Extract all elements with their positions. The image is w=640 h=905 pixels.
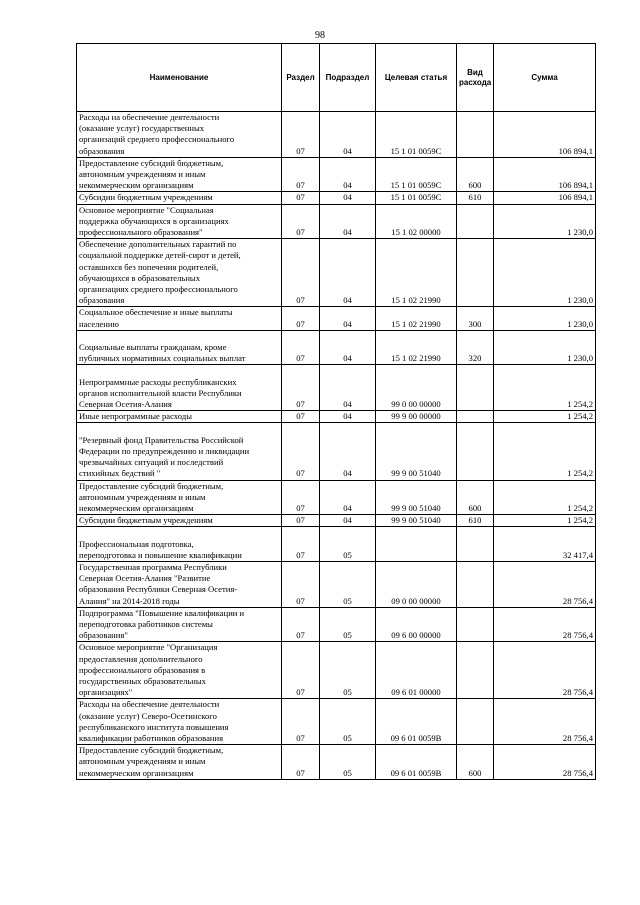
cell-target: 15 1 02 00000 (376, 204, 457, 239)
cell-vid (457, 642, 494, 699)
cell-sum: 1 254,2 (494, 411, 596, 423)
cell-razdel: 07 (282, 307, 320, 330)
cell-vid (457, 365, 494, 411)
table-row (77, 365, 596, 411)
cell-vid (457, 411, 494, 423)
cell-podrazdel: 04 (320, 480, 376, 515)
cell-razdel: 07 (282, 480, 320, 515)
cell-name: "Резервный фонд Правительства Российской Федерации по предупреждению и ликвидации чрезвычайных ситуаций и последствий стихийных бедствий " (77, 423, 282, 480)
cell-razdel: 07 (282, 112, 320, 158)
cell-sum: 28 756,4 (494, 561, 596, 607)
table-row (77, 423, 596, 480)
cell-razdel: 07 (282, 157, 320, 192)
cell-podrazdel: 04 (320, 112, 376, 158)
cell-name: Субсидии бюджетным учреждениям (77, 515, 282, 527)
cell-sum: 1 230,0 (494, 204, 596, 239)
cell-target (376, 527, 457, 562)
cell-podrazdel: 05 (320, 607, 376, 642)
cell-sum: 28 756,4 (494, 745, 596, 780)
cell-vid (457, 239, 494, 307)
header-name: Наименование (77, 44, 282, 112)
table-row (77, 411, 596, 423)
cell-razdel: 07 (282, 527, 320, 562)
cell-vid (457, 607, 494, 642)
table-row (77, 204, 596, 239)
cell-target: 15 1 02 21990 (376, 330, 457, 365)
cell-razdel: 07 (282, 515, 320, 527)
table-row (77, 642, 596, 699)
cell-razdel: 07 (282, 192, 320, 204)
cell-podrazdel: 05 (320, 642, 376, 699)
table-row (77, 157, 596, 192)
header-sum: Сумма (494, 44, 596, 112)
cell-target: 09 6 01 0059В (376, 699, 457, 745)
cell-podrazdel: 04 (320, 365, 376, 411)
cell-name: Субсидии бюджетным учреждениям (77, 192, 282, 204)
header-podrazdel: Подраздел (320, 44, 376, 112)
table-row (77, 607, 596, 642)
cell-sum: 32 417,4 (494, 527, 596, 562)
cell-podrazdel: 05 (320, 561, 376, 607)
cell-vid: 600 (457, 745, 494, 780)
cell-razdel: 07 (282, 204, 320, 239)
table-header-row (77, 44, 596, 112)
table-row (77, 515, 596, 527)
cell-vid (457, 561, 494, 607)
table-body (77, 112, 596, 780)
cell-vid (457, 527, 494, 562)
cell-sum: 1 230,0 (494, 330, 596, 365)
cell-sum: 1 254,2 (494, 480, 596, 515)
table-row (77, 745, 596, 780)
cell-vid (457, 112, 494, 158)
table-row (77, 561, 596, 607)
cell-vid: 610 (457, 192, 494, 204)
cell-target: 15 1 01 0059С (376, 112, 457, 158)
cell-target: 09 6 01 0059В (376, 745, 457, 780)
cell-target: 15 1 01 0059С (376, 192, 457, 204)
cell-vid (457, 699, 494, 745)
cell-target: 99 9 00 51040 (376, 515, 457, 527)
cell-vid (457, 204, 494, 239)
cell-razdel: 07 (282, 365, 320, 411)
page-number: 98 (315, 30, 325, 41)
cell-razdel: 07 (282, 330, 320, 365)
cell-target: 99 9 00 51040 (376, 423, 457, 480)
cell-name: Обеспечение дополнительных гарантий по социальной поддержке детей-сирот и детей, оставшихся без попечения родителей, обучающихся в образовательных организациях среднего профессионального образования (77, 239, 282, 307)
cell-target: 09 6 00 00000 (376, 607, 457, 642)
cell-sum: 106 894,1 (494, 192, 596, 204)
cell-sum: 106 894,1 (494, 112, 596, 158)
cell-target: 15 1 02 21990 (376, 307, 457, 330)
cell-sum: 1 254,2 (494, 515, 596, 527)
cell-vid: 610 (457, 515, 494, 527)
cell-vid (457, 423, 494, 480)
table-row (77, 192, 596, 204)
cell-name: Социальные выплаты гражданам, кроме публичных нормативных социальных выплат (77, 330, 282, 365)
cell-target: 99 9 00 51040 (376, 480, 457, 515)
cell-target: 15 1 02 21990 (376, 239, 457, 307)
table-row (77, 480, 596, 515)
cell-name: Предоставление субсидий бюджетным, автономным учреждениям и иным некоммерческим организациям (77, 480, 282, 515)
table-row (77, 239, 596, 307)
cell-podrazdel: 04 (320, 192, 376, 204)
table-row (77, 527, 596, 562)
cell-podrazdel: 04 (320, 515, 376, 527)
cell-name: Предоставление субсидий бюджетным, автономным учреждениям и иным некоммерческим организациям (77, 745, 282, 780)
cell-sum: 106 894,1 (494, 157, 596, 192)
cell-name: Предоставление субсидий бюджетным, автономным учреждениям и иным некоммерческим организациям (77, 157, 282, 192)
cell-podrazdel: 05 (320, 745, 376, 780)
cell-name: Социальное обеспечение и иные выплаты населению (77, 307, 282, 330)
cell-razdel: 07 (282, 699, 320, 745)
cell-podrazdel: 04 (320, 157, 376, 192)
cell-podrazdel: 04 (320, 239, 376, 307)
cell-podrazdel: 04 (320, 204, 376, 239)
header-razdel: Раздел (282, 44, 320, 112)
cell-name: Основное мероприятие "Социальная поддержка обучающихся в организациях профессионального образования" (77, 204, 282, 239)
cell-razdel: 07 (282, 745, 320, 780)
cell-razdel: 07 (282, 561, 320, 607)
cell-sum: 1 254,2 (494, 423, 596, 480)
cell-podrazdel: 05 (320, 527, 376, 562)
cell-vid: 600 (457, 157, 494, 192)
cell-name: Государственная программа Республики Северная Осетия-Алания "Развитие образования Республики Северная Осетия- Алания" на 2014-2018 годы (77, 561, 282, 607)
header-vid: Вид расхода (457, 44, 494, 112)
cell-podrazdel: 04 (320, 411, 376, 423)
cell-sum: 1 230,0 (494, 239, 596, 307)
budget-table (76, 43, 596, 780)
table-row (77, 330, 596, 365)
cell-podrazdel: 04 (320, 330, 376, 365)
cell-target: 15 1 01 0059С (376, 157, 457, 192)
cell-sum: 1 230,0 (494, 307, 596, 330)
cell-razdel: 07 (282, 423, 320, 480)
cell-razdel: 07 (282, 642, 320, 699)
cell-name: Основное мероприятие "Организация предоставления дополнительного профессионального образования в государственных образовательных организациях" (77, 642, 282, 699)
cell-name: Профессиональная подготовка, переподготовка и повышение квалификации (77, 527, 282, 562)
cell-razdel: 07 (282, 239, 320, 307)
cell-podrazdel: 04 (320, 307, 376, 330)
cell-podrazdel: 05 (320, 699, 376, 745)
cell-target: 99 9 00 00000 (376, 411, 457, 423)
cell-vid: 300 (457, 307, 494, 330)
cell-name: Подпрограмма "Повышение квалификации и переподготовка работников системы образования" (77, 607, 282, 642)
cell-sum: 28 756,4 (494, 699, 596, 745)
cell-vid: 320 (457, 330, 494, 365)
cell-name: Расходы на обеспечение деятельности (оказание услуг) Северо-Осетинского республиканского института повышения квалификации работников образования (77, 699, 282, 745)
cell-razdel: 07 (282, 411, 320, 423)
cell-sum: 28 756,4 (494, 642, 596, 699)
table-row (77, 699, 596, 745)
table-row (77, 307, 596, 330)
cell-sum: 28 756,4 (494, 607, 596, 642)
cell-name: Непрограммные расходы республиканских органов исполнительной власти Республики Северная Осетия-Алания (77, 365, 282, 411)
cell-vid: 600 (457, 480, 494, 515)
cell-name: Иные непрограммные расходы (77, 411, 282, 423)
cell-sum: 1 254,2 (494, 365, 596, 411)
cell-target: 99 0 00 00000 (376, 365, 457, 411)
cell-podrazdel: 04 (320, 423, 376, 480)
table-row (77, 112, 596, 158)
cell-target: 09 6 01 00000 (376, 642, 457, 699)
cell-target: 09 0 00 00000 (376, 561, 457, 607)
cell-razdel: 07 (282, 607, 320, 642)
cell-name: Расходы на обеспечение деятельности (оказание услуг) государственных организаций среднего профессионального образования (77, 112, 282, 158)
header-target: Целевая статья (376, 44, 457, 112)
